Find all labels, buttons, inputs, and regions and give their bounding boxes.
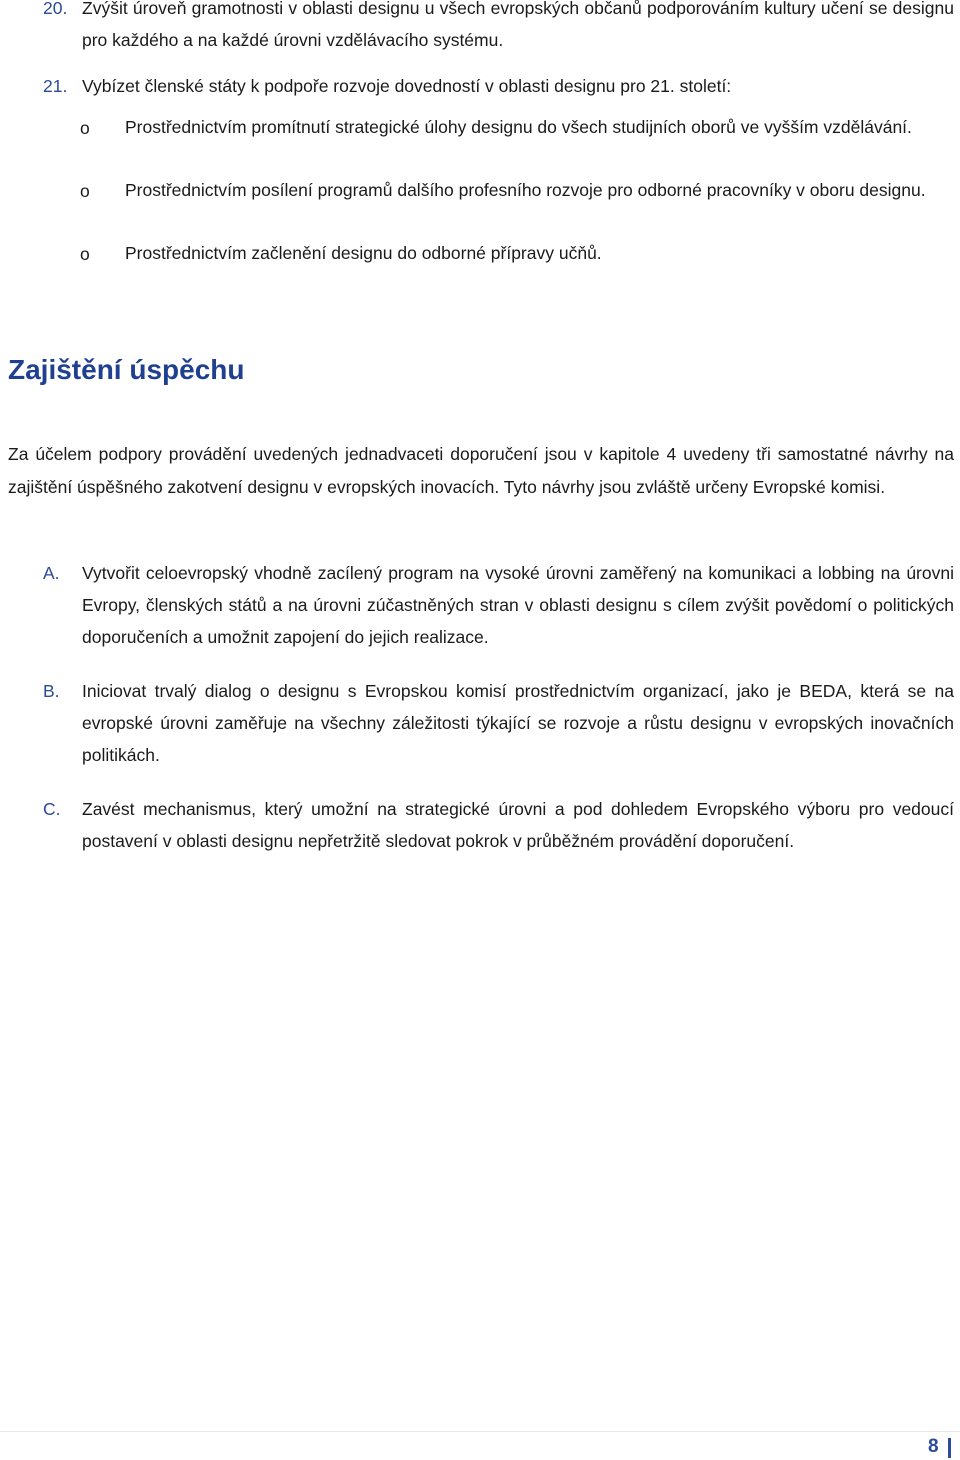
bullet-marker: o <box>80 181 90 201</box>
item-letter: C. <box>43 799 61 819</box>
bullet-marker: o <box>80 244 90 264</box>
bullet-marker: o <box>80 118 90 138</box>
item-text: Vytvořit celoevropský vhodně zacílený program na vysoké úrovni zaměřený na komunikaci a lobbing na úrovni Evropy, členských států a na úrovni zúčastněných stran v oblasti designu s cílem zvýšit povědomí o politických doporučeních a umožnit zapojení do jejich realizace. <box>82 563 954 647</box>
item-text: Vybízet členské státy k podpoře rozvoje dovedností v oblasti designu pro 21. století: <box>82 76 732 96</box>
item-number: 20. <box>43 0 68 18</box>
item-text: Zvýšit úroveň gramotnosti v oblasti designu u všech evropských občanů podporováním kultury učení se designu pro každého a na každé úrovni vzdělávacího systému. <box>82 0 954 50</box>
item-number: 21. <box>43 76 68 96</box>
bullet-text: Prostřednictvím posílení programů dalšího profesního rozvoje pro odborné pracovníky v oboru designu. <box>125 180 926 200</box>
bullet-text: Prostřednictvím začlenění designu do odborné přípravy učňů. <box>125 243 602 263</box>
item-text: Zavést mechanismus, který umožní na strategické úrovni a pod dohledem Evropského výboru pro vedoucí postavení v oblasti designu nepřetržitě sledovat pokrok v průběžném provádění doporučení. <box>82 799 954 851</box>
section-paragraph: Za účelem podpory provádění uvedených jednadvaceti doporučení jsou v kapitole 4 uvedeny tři samostatné návrhy na zajištění úspěšného zakotvení designu v evropských inovacích. Tyto návrhy jsou zvláště určeny Evropské komisi. <box>8 444 954 497</box>
page-number-bar <box>948 1438 951 1458</box>
bullet-text: Prostřednictvím promítnutí strategické úlohy designu do všech studijních oborů ve vyšším vzdělávání. <box>125 117 912 137</box>
item-text: Iniciovat trvalý dialog o designu s Evropskou komisí prostřednictvím organizací, jako je BEDA, která se na evropské úrovni zaměřuje na všechny záležitosti týkající se rozvoje a růstu designu v evropských inovačních politikách. <box>82 681 954 765</box>
page-number: 8 <box>928 1436 939 1457</box>
item-letter: B. <box>43 681 60 701</box>
item-letter: A. <box>43 563 60 583</box>
section-heading: Zajištění úspěchu <box>8 354 245 385</box>
footer-divider <box>0 1431 960 1432</box>
